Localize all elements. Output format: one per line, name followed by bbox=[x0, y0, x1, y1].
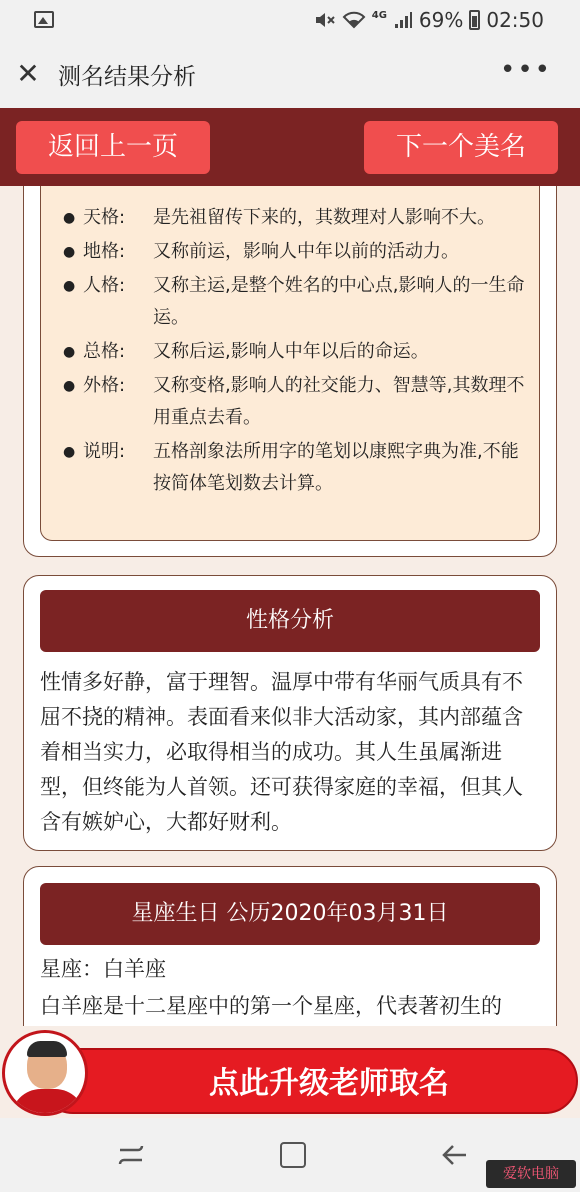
title-bar bbox=[0, 40, 580, 108]
wuge-term: 地格: bbox=[83, 241, 126, 262]
recent-apps-icon[interactable] bbox=[116, 1140, 146, 1170]
wuge-desc: 是先祖留传下来的，其数理对人影响不大。 bbox=[153, 207, 495, 228]
wuge-explanation-box bbox=[40, 186, 540, 541]
wuge-card bbox=[23, 186, 557, 557]
bullet: ● bbox=[63, 244, 76, 260]
list-item bbox=[63, 370, 527, 434]
upgrade-label[interactable]: 点此升级老师取名 bbox=[209, 1066, 449, 1101]
header-nav bbox=[0, 108, 580, 186]
zodiac-sign: 星座：白羊座 bbox=[40, 957, 166, 981]
content-area[interactable] bbox=[0, 186, 580, 1026]
personality-card bbox=[23, 575, 557, 851]
list-item bbox=[63, 270, 527, 334]
wuge-term: 天格: bbox=[83, 207, 126, 228]
wuge-list bbox=[63, 202, 527, 502]
list-item bbox=[63, 202, 527, 234]
image-icon bbox=[34, 11, 54, 28]
home-icon[interactable] bbox=[280, 1142, 306, 1168]
signal-icon bbox=[393, 11, 413, 29]
wifi-icon bbox=[342, 11, 366, 29]
battery-percent: 69% bbox=[418, 8, 464, 32]
back-icon[interactable] bbox=[440, 1140, 470, 1170]
wuge-term: 说明: bbox=[83, 441, 126, 462]
clock: 02:50 bbox=[486, 8, 544, 32]
bullet: ● bbox=[63, 378, 76, 394]
bullet: ● bbox=[63, 444, 76, 460]
zodiac-card bbox=[23, 866, 557, 1026]
wuge-desc: 又称主运,是整个姓名的中心点,影响人的一生命运。 bbox=[153, 275, 525, 328]
wuge-term: 外格: bbox=[83, 375, 126, 396]
list-item bbox=[63, 336, 527, 368]
zodiac-heading: 星座生日 公历2020年03月31日 bbox=[40, 883, 540, 945]
upgrade-banner[interactable] bbox=[0, 1026, 580, 1118]
wuge-term: 总格: bbox=[83, 341, 126, 362]
wuge-desc: 又称变格,影响人的社交能力、智慧等,其数理不用重点去看。 bbox=[153, 375, 525, 428]
teacher-avatar bbox=[2, 1030, 88, 1116]
back-page-button[interactable]: 返回上一页 bbox=[16, 121, 210, 174]
status-icons bbox=[314, 6, 544, 34]
mute-icon bbox=[314, 11, 336, 29]
wuge-desc: 又称前运，影响人中年以前的活动力。 bbox=[153, 241, 459, 262]
avatar-shirt bbox=[11, 1089, 85, 1116]
bullet: ● bbox=[63, 278, 76, 294]
avatar-hair bbox=[27, 1041, 67, 1057]
bullet: ● bbox=[63, 344, 76, 360]
next-name-button[interactable]: 下一个美名 bbox=[364, 121, 558, 174]
personality-heading: 性格分析 bbox=[40, 590, 540, 652]
zodiac-text: 白羊座是十二星座中的第一个星座，代表著初生的 bbox=[40, 994, 502, 1018]
wuge-desc: 五格剖象法所用字的笔划以康熙字典为准,不能按简体笔划数去计算。 bbox=[153, 441, 519, 494]
wuge-desc: 又称后运,影响人中年以后的命运。 bbox=[153, 341, 429, 362]
close-icon[interactable]: ✕ bbox=[16, 57, 40, 90]
list-item bbox=[63, 236, 527, 268]
battery-icon bbox=[469, 10, 480, 30]
personality-text: 性情多好静，富于理智。温厚中带有华丽气质具有不屈不挠的精神。表面看来似非大活动家，其内部蕴含着相当实力，必取得相当的成功。其人生虽属渐进型，但终能为人首领。还可获得家庭的幸福，但其人含有嫉妒心，大都好财利。 bbox=[40, 670, 523, 834]
system-nav-bar bbox=[0, 1118, 580, 1192]
bullet: ● bbox=[63, 210, 76, 226]
status-bar bbox=[0, 0, 580, 40]
page-title: 测名结果分析 bbox=[58, 64, 196, 90]
wuge-term: 人格: bbox=[83, 275, 126, 296]
list-item bbox=[63, 436, 527, 500]
watermark-logo: 爱软电脑 bbox=[486, 1160, 576, 1188]
network-label: 4G bbox=[371, 9, 387, 21]
more-options-icon[interactable]: ••• bbox=[499, 55, 552, 85]
